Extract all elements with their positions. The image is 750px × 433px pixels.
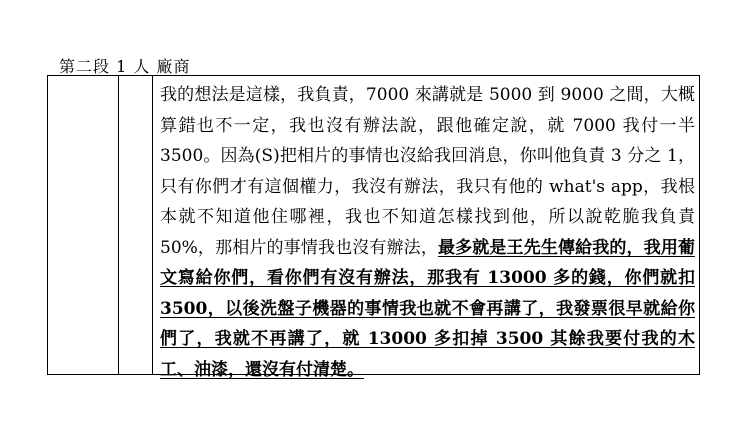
column-divider [152, 76, 153, 374]
transcript-emphasized-text: 最多就是王先生傳給我的，我用葡文寫給你們，看你們有沒有辦法，那我有 13000 多的錢，你們就扣 3500，以後洗盤子機器的事情我也就不會再講了，我發票很早就給你們了，我就不再講了，就 13000 多扣掉 3500 其餘我要付我的木工、油漆，還沒有付清楚。 [160, 237, 695, 380]
transcript-cell [160, 80, 695, 385]
column-divider [118, 76, 119, 374]
section-heading: 第二段 1 人 廠商 [59, 57, 191, 76]
transcript-text: 我的想法是這樣，我負責，7000 來講就是 5000 到 9000 之間，大概算錯也不一定，我也沒有辦法說，跟他確定說，就 7000 我付一半 3500。因為(S)把相片的事情也沒給我回消息，你叫他負責 3 分之 1，只有你們才有這個權力，我沒有辦法，我只有他的 what's app，我根本就不知道他住哪裡，我也不知道怎樣找到他，所以說乾脆我負責 50%，那相片的事情我也沒有辦法， [160, 85, 695, 258]
transcript-paragraph [160, 80, 695, 385]
transcript-table [47, 75, 700, 380]
